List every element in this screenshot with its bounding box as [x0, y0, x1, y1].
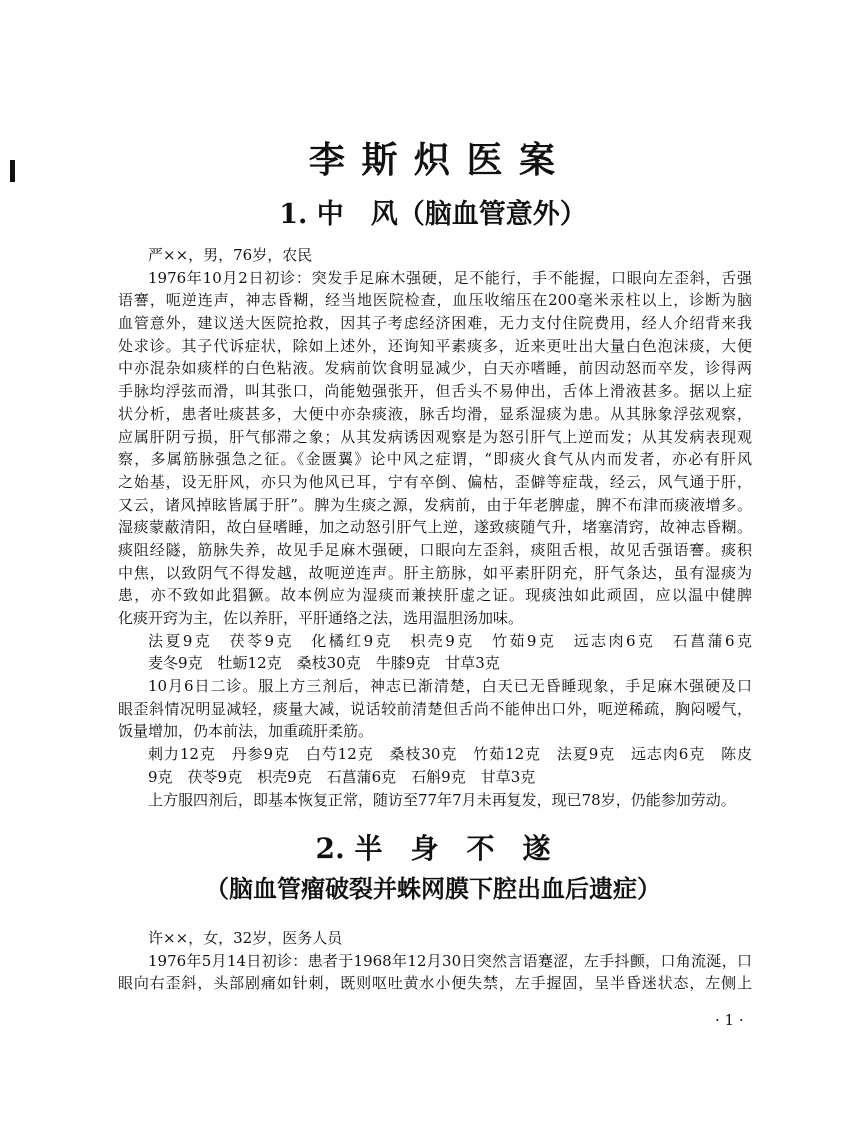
- prescription-line: 法夏9克 茯苓9克 化橘红9克 枳壳9克 竹茹9克 远志肉6克 石菖蒲6克: [148, 631, 752, 650]
- text-line: 眼歪斜情况明显减轻，痰量大减，说话较前清楚但舌尚不能伸出口外，呃逆稀疏，胸闷嗳气，: [118, 699, 752, 718]
- section-2-subheading: （脑血管瘤破裂并蛛网膜下腔出血后遗症）: [205, 874, 661, 903]
- text-line: 手脉均浮弦而滑，叫其张口，尚能勉强张开，但舌头不易伸出，舌体上滑液甚多。据以上症: [118, 382, 752, 401]
- text-line: 许××，女，32岁，医务人员: [148, 929, 343, 947]
- text-line: 化痰开窍为主，佐以养肝，平肝通络之法，选用温胆汤加味。: [118, 609, 524, 627]
- text-line: 中焦，以致阴气不得发越，故呃逆连声。肝主筋脉，如平素肝阴充，肝气条达，虽有湿痰为: [118, 563, 752, 582]
- text-line: 又云，诸风掉眩皆属于肝”。脾为生痰之源，发病前，由于年老脾虚，脾不布津而痰液增多。: [118, 495, 752, 514]
- prescription-line: 麦冬9克 牡蛎12克 桑枝30克 牛膝9克 甘草3克: [148, 654, 500, 673]
- text-line: 血管意外，建议送大医院抢救，因其子考虑经济困难，无力支付住院费用，经人介绍背来我: [118, 314, 752, 333]
- text-line: 语謇，呃逆连声，神志昏糊，经当地医院检查，血压收缩压在200毫米汞柱以上，诊断为脑: [118, 291, 752, 310]
- section-2-heading: 2. 半 身 不 遂: [315, 832, 551, 865]
- text-line: 饭量增加，仍本前法，加重疏肝柔筋。: [118, 722, 374, 741]
- text-line: 察，多属筋脉强急之征。《金匮翼》论中风之症谓，“即痰火食气从内而发者，亦必有肝风: [118, 450, 752, 469]
- section-1-body: [118, 244, 752, 811]
- section-1-heading: 1. 中 风（脑血管意外）: [279, 199, 587, 230]
- text-line: 状分析，患者吐痰甚多，大便中亦杂痰液，脉舌均滑，显系湿痰为患。从其脉象浮弦观察，: [118, 404, 752, 423]
- text-line: 处求诊。其子代诉症状，除如上述外，还询知平素痰多，近来更吐出大量白色泡沫痰，大便: [118, 336, 752, 355]
- text-line: 痰阻经隧，筋脉失养，故见手足麻木强硬，口眼向左歪斜，痰阻舌根，故见舌强语謇。痰积: [118, 540, 752, 559]
- text-line: 湿痰蒙蔽清阳，故白昼嗜睡，加之动怒引肝气上逆，遂致痰随气升，堵塞清窍，故神志昏糊。: [118, 518, 752, 537]
- book-title: 李 斯 炽 医 案: [308, 139, 558, 181]
- text-line: 之始基，设无肝风，亦只为他风已耳，宁有卒倒、偏枯，歪僻等症哉，经云，风气通于肝，: [118, 472, 752, 491]
- prescription-line: 刺力12克 丹参9克 白芍12克 桑枝30克 竹茹12克 法夏9克 远志肉6克 陈皮: [148, 745, 752, 764]
- text-line: 1976年10月2日初诊：突发手足麻木强硬，足不能行，手不能握，口眼向左歪斜，舌强: [148, 268, 752, 287]
- text-line: 眼向右歪斜，头部剧痛如针刺，既则呕吐黄水小便失禁，左手握固，呈半昏迷状态，左侧上: [118, 974, 752, 993]
- text-line: 10月6日二诊。服上方三剂后，神志已渐清楚，白天已无昏睡现象，手足麻木强硬及口: [148, 677, 752, 696]
- text-line: 中亦混杂如痰样的白色粘液。发病前饮食明显减少，白天亦嗜睡，前因动怒而卒发，诊得两: [118, 359, 752, 378]
- text-line: 患，亦不致如此猖獗。故本例应为湿痰而兼挟肝虚之证。现痰浊如此顽固，应以温中健脾: [118, 586, 752, 605]
- text-line: 应属肝阴亏损，肝气郁滞之象；从其发病诱因观察是为怒引肝气上逆而发；从其发病表现观: [118, 427, 752, 446]
- text-line: 上方服四剂后，即基本恢复正常，随访至77年7月未再复发，现已78岁，仍能参加劳动。: [148, 790, 736, 809]
- text-line: 严××，男，76岁，农民: [148, 246, 313, 264]
- text-line: 1976年5月14日初诊：患者于1968年12月30日突然言语蹇涩，左手抖颤，口角流涎，口: [148, 951, 752, 970]
- section-2-body: [118, 927, 752, 995]
- page-number: · 1 ·: [715, 1011, 744, 1029]
- prescription-line: 9克 茯苓9克 枳壳9克 石菖蒲6克 石斛9克 甘草3克: [148, 767, 536, 786]
